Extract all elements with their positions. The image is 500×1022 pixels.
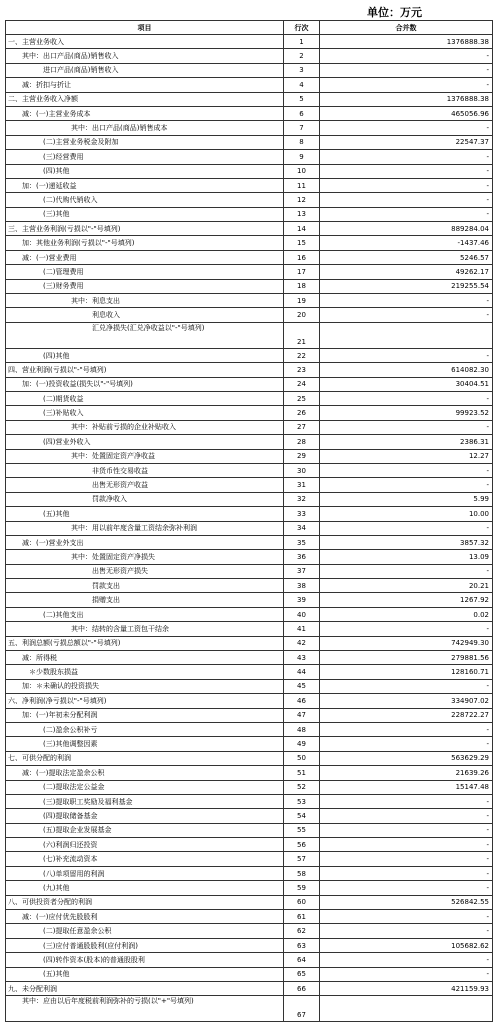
row-seq: 56 (284, 838, 320, 852)
unit-label: 单位：万元 (367, 6, 422, 19)
row-seq: 20 (284, 308, 320, 322)
table-row (6, 737, 493, 751)
row-amount: - (320, 838, 493, 852)
row-item: 减：(一)主营业务成本 (6, 106, 284, 120)
table-row (6, 492, 493, 506)
table-row (6, 823, 493, 837)
row-seq: 66 (284, 982, 320, 996)
row-seq: 58 (284, 866, 320, 880)
row-seq: 15 (284, 236, 320, 250)
table-row (6, 996, 493, 1022)
row-seq: 67 (284, 996, 320, 1022)
table-row (6, 265, 493, 279)
row-item: (四)提取储备基金 (6, 809, 284, 823)
row-amount: 279881.56 (320, 651, 493, 665)
row-item: 其中：应由以后年度税前利润弥补的亏损(以"+"号填列) (6, 996, 284, 1022)
row-item: 九、未分配利润 (6, 982, 284, 996)
row-amount: - (320, 294, 493, 308)
row-amount: 889284.04 (320, 222, 493, 236)
row-seq: 45 (284, 679, 320, 693)
row-item: ＊少数股东损益 (6, 665, 284, 679)
table-row (6, 507, 493, 521)
row-seq: 23 (284, 363, 320, 377)
row-amount: 742949.30 (320, 636, 493, 650)
table-row (6, 852, 493, 866)
row-item: 罚款净收入 (6, 492, 284, 506)
row-seq: 41 (284, 622, 320, 636)
row-seq: 31 (284, 478, 320, 492)
table-row (6, 308, 493, 322)
row-amount: - (320, 63, 493, 77)
row-amount: 219255.54 (320, 279, 493, 293)
row-amount (320, 322, 493, 348)
row-amount: 15147.48 (320, 780, 493, 794)
row-amount: - (320, 78, 493, 92)
row-amount: 22547.37 (320, 135, 493, 149)
table-row (6, 910, 493, 924)
row-amount: - (320, 193, 493, 207)
row-seq: 38 (284, 579, 320, 593)
row-amount: - (320, 49, 493, 63)
header-amount: 合并数 (320, 21, 493, 35)
income-statement-table (5, 20, 493, 1022)
table-header-row (6, 21, 493, 35)
row-item: (三)财务费用 (6, 279, 284, 293)
row-item: (二)期货收益 (6, 391, 284, 405)
row-seq: 11 (284, 178, 320, 192)
row-seq: 49 (284, 737, 320, 751)
row-amount: - (320, 420, 493, 434)
row-item: 罚款支出 (6, 579, 284, 593)
row-item: 加：(一)递延收益 (6, 178, 284, 192)
row-seq: 63 (284, 938, 320, 952)
row-amount: - (320, 679, 493, 693)
table-row (6, 250, 493, 264)
row-item: (二)提取法定公益金 (6, 780, 284, 794)
table-row (6, 593, 493, 607)
row-item: (四)其他 (6, 348, 284, 362)
row-amount: - (320, 722, 493, 736)
row-item: 非货币性交易收益 (6, 463, 284, 477)
row-amount: - (320, 910, 493, 924)
row-seq: 61 (284, 910, 320, 924)
table-row (6, 751, 493, 765)
row-amount: - (320, 953, 493, 967)
table-body (6, 35, 493, 1022)
row-item: (四)其他 (6, 164, 284, 178)
row-item: 加：其他业务利润(亏损以"-"号填列) (6, 236, 284, 250)
row-amount: - (320, 622, 493, 636)
row-item: 八、可供投资者分配的利润 (6, 895, 284, 909)
row-seq: 46 (284, 694, 320, 708)
row-seq: 14 (284, 222, 320, 236)
row-seq: 4 (284, 78, 320, 92)
row-seq: 21 (284, 322, 320, 348)
row-amount: - (320, 150, 493, 164)
table-row (6, 363, 493, 377)
row-amount: 5.99 (320, 492, 493, 506)
row-amount: 1376888.38 (320, 92, 493, 106)
row-amount: 5246.57 (320, 250, 493, 264)
row-amount: 21639.26 (320, 766, 493, 780)
table-row (6, 449, 493, 463)
row-amount: 2386.31 (320, 435, 493, 449)
row-amount: - (320, 967, 493, 981)
row-item: 其中：利息支出 (6, 294, 284, 308)
table-row (6, 607, 493, 621)
row-item: 利息收入 (6, 308, 284, 322)
table-row (6, 982, 493, 996)
table-row (6, 193, 493, 207)
row-item: 七、可供分配的利润 (6, 751, 284, 765)
row-amount: - (320, 823, 493, 837)
row-amount: - (320, 463, 493, 477)
table-row (6, 35, 493, 49)
row-seq: 32 (284, 492, 320, 506)
table-row (6, 679, 493, 693)
row-item: 其中：处置固定资产净损失 (6, 550, 284, 564)
row-seq: 47 (284, 708, 320, 722)
table-row (6, 135, 493, 149)
row-seq: 50 (284, 751, 320, 765)
row-amount: 421159.93 (320, 982, 493, 996)
table-row (6, 207, 493, 221)
row-amount: - (320, 178, 493, 192)
row-seq: 65 (284, 967, 320, 981)
row-seq: 57 (284, 852, 320, 866)
table-row (6, 564, 493, 578)
row-item: 四、营业利润(亏损以"-"号填列) (6, 363, 284, 377)
row-amount: 1376888.38 (320, 35, 493, 49)
row-item: (二)主营业务税金及附加 (6, 135, 284, 149)
row-item: 减：所得税 (6, 651, 284, 665)
table-row (6, 222, 493, 236)
row-seq: 27 (284, 420, 320, 434)
row-amount: 334907.02 (320, 694, 493, 708)
table-row (6, 150, 493, 164)
row-seq: 12 (284, 193, 320, 207)
row-seq: 22 (284, 348, 320, 362)
row-seq: 35 (284, 535, 320, 549)
row-item: 其中：结转的含量工资包干结余 (6, 622, 284, 636)
table-row (6, 722, 493, 736)
row-item: 减：(一)营业费用 (6, 250, 284, 264)
row-item: (二)代购代销收入 (6, 193, 284, 207)
row-item: 其中：处置固定资产净收益 (6, 449, 284, 463)
row-item: (六)利润归还投资 (6, 838, 284, 852)
table-row (6, 953, 493, 967)
row-seq: 37 (284, 564, 320, 578)
row-amount: 563629.29 (320, 751, 493, 765)
row-seq: 6 (284, 106, 320, 120)
row-item: 加：＊未确认的投资损失 (6, 679, 284, 693)
row-seq: 51 (284, 766, 320, 780)
row-item: (三)其他调整因素 (6, 737, 284, 751)
table-row (6, 622, 493, 636)
row-seq: 13 (284, 207, 320, 221)
row-amount: - (320, 164, 493, 178)
row-amount: 228722.27 (320, 708, 493, 722)
row-amount: 10.00 (320, 507, 493, 521)
table-row (6, 279, 493, 293)
row-amount (320, 996, 493, 1022)
row-item: 捐赠支出 (6, 593, 284, 607)
row-amount: - (320, 121, 493, 135)
row-amount: - (320, 521, 493, 535)
table-row (6, 236, 493, 250)
row-item: 加：(一)投资收益(损失以"-"号填列) (6, 377, 284, 391)
table-row (6, 178, 493, 192)
row-seq: 7 (284, 121, 320, 135)
row-amount: 0.02 (320, 607, 493, 621)
row-amount: 20.21 (320, 579, 493, 593)
row-item: 减：(一)提取法定盈余公积 (6, 766, 284, 780)
row-amount: - (320, 564, 493, 578)
row-item: (三)其他 (6, 207, 284, 221)
row-amount: - (320, 348, 493, 362)
row-amount: -1437.46 (320, 236, 493, 250)
row-item: (五)其他 (6, 507, 284, 521)
row-seq: 9 (284, 150, 320, 164)
row-seq: 25 (284, 391, 320, 405)
table-row (6, 406, 493, 420)
row-seq: 53 (284, 794, 320, 808)
row-item: 减：折扣与折让 (6, 78, 284, 92)
row-item: 其中：出口产品(商品)销售成本 (6, 121, 284, 135)
row-seq: 55 (284, 823, 320, 837)
row-amount: 105682.62 (320, 938, 493, 952)
row-seq: 59 (284, 881, 320, 895)
row-seq: 60 (284, 895, 320, 909)
row-amount: - (320, 924, 493, 938)
row-amount: 465056.96 (320, 106, 493, 120)
row-seq: 54 (284, 809, 320, 823)
row-seq: 64 (284, 953, 320, 967)
row-amount: - (320, 737, 493, 751)
row-item: (二)管理费用 (6, 265, 284, 279)
row-item: (四)转作资本(股本)的普通股股利 (6, 953, 284, 967)
row-seq: 10 (284, 164, 320, 178)
row-item: 二、主营业务收入净额 (6, 92, 284, 106)
row-seq: 19 (284, 294, 320, 308)
row-seq: 30 (284, 463, 320, 477)
row-amount: 3857.32 (320, 535, 493, 549)
row-seq: 44 (284, 665, 320, 679)
row-seq: 3 (284, 63, 320, 77)
table-row (6, 924, 493, 938)
table-row (6, 78, 493, 92)
row-seq: 52 (284, 780, 320, 794)
row-amount: - (320, 308, 493, 322)
row-item: (八)单项留用的利润 (6, 866, 284, 880)
row-seq: 2 (284, 49, 320, 63)
row-amount: - (320, 881, 493, 895)
row-item: 其中：用以前年度含量工资结余弥补利润 (6, 521, 284, 535)
row-seq: 26 (284, 406, 320, 420)
row-amount: - (320, 866, 493, 880)
row-item: 出售无形资产损失 (6, 564, 284, 578)
table-row (6, 665, 493, 679)
row-item: 加：(一)年初未分配利润 (6, 708, 284, 722)
row-seq: 34 (284, 521, 320, 535)
table-row (6, 651, 493, 665)
row-amount: - (320, 852, 493, 866)
row-seq: 8 (284, 135, 320, 149)
row-seq: 5 (284, 92, 320, 106)
row-amount: - (320, 207, 493, 221)
table-row (6, 294, 493, 308)
table-row (6, 579, 493, 593)
row-seq: 17 (284, 265, 320, 279)
table-row (6, 121, 493, 135)
row-amount: - (320, 391, 493, 405)
header-item: 项目 (6, 21, 284, 35)
row-amount: 99923.52 (320, 406, 493, 420)
table-row (6, 550, 493, 564)
row-seq: 18 (284, 279, 320, 293)
row-item: 减：(一)应付优先股股利 (6, 910, 284, 924)
row-amount: 128160.71 (320, 665, 493, 679)
table-row (6, 636, 493, 650)
table-row (6, 938, 493, 952)
row-item: (二)提取任意盈余公积 (6, 924, 284, 938)
row-item: 三、主营业务利润(亏损以"-"号填列) (6, 222, 284, 236)
table-row (6, 391, 493, 405)
table-row (6, 420, 493, 434)
table-row (6, 780, 493, 794)
row-seq: 1 (284, 35, 320, 49)
row-amount: 49262.17 (320, 265, 493, 279)
table-row (6, 348, 493, 362)
row-amount: 12.27 (320, 449, 493, 463)
row-seq: 39 (284, 593, 320, 607)
row-amount: - (320, 809, 493, 823)
row-amount: 614082.30 (320, 363, 493, 377)
table-row (6, 809, 493, 823)
row-seq: 48 (284, 722, 320, 736)
table-row (6, 521, 493, 535)
table-row (6, 881, 493, 895)
row-item: (五)提取企业发展基金 (6, 823, 284, 837)
table-row (6, 895, 493, 909)
row-item: (三)补贴收入 (6, 406, 284, 420)
table-row (6, 535, 493, 549)
table-row (6, 435, 493, 449)
row-item: 进口产品(商品)销售收入 (6, 63, 284, 77)
row-amount: - (320, 478, 493, 492)
row-item: (二)盈余公积补亏 (6, 722, 284, 736)
table-row (6, 708, 493, 722)
row-item: 六、净利润(净亏损以"-"号填列) (6, 694, 284, 708)
row-seq: 24 (284, 377, 320, 391)
row-item: 减：(一)营业外支出 (6, 535, 284, 549)
table-row (6, 794, 493, 808)
row-seq: 62 (284, 924, 320, 938)
row-item: (五)其他 (6, 967, 284, 981)
row-seq: 16 (284, 250, 320, 264)
table-row (6, 322, 493, 348)
row-item: 其中：出口产品(商品)销售收入 (6, 49, 284, 63)
row-item: (四)营业外收入 (6, 435, 284, 449)
row-item: (七)补充流动资本 (6, 852, 284, 866)
table-row (6, 866, 493, 880)
table-row (6, 377, 493, 391)
row-amount: - (320, 794, 493, 808)
table-row (6, 63, 493, 77)
row-item: 五、利润总额(亏损总额以"-"号填列) (6, 636, 284, 650)
row-amount: 526842.55 (320, 895, 493, 909)
table-row (6, 478, 493, 492)
row-item: (二)其他支出 (6, 607, 284, 621)
row-item: (九)其他 (6, 881, 284, 895)
table-row (6, 49, 493, 63)
row-item: (三)经营费用 (6, 150, 284, 164)
table-row (6, 838, 493, 852)
table-row (6, 694, 493, 708)
table-row (6, 766, 493, 780)
row-item: 出售无形资产收益 (6, 478, 284, 492)
table-row (6, 463, 493, 477)
header-seq: 行次 (284, 21, 320, 35)
row-seq: 29 (284, 449, 320, 463)
row-item: 一、主营业务收入 (6, 35, 284, 49)
row-amount: 13.09 (320, 550, 493, 564)
row-seq: 33 (284, 507, 320, 521)
table-row (6, 967, 493, 981)
table-row (6, 164, 493, 178)
row-seq: 43 (284, 651, 320, 665)
row-amount: 30404.51 (320, 377, 493, 391)
table-row (6, 106, 493, 120)
row-item: 其中：补贴前亏损的企业补贴收入 (6, 420, 284, 434)
row-seq: 42 (284, 636, 320, 650)
row-seq: 28 (284, 435, 320, 449)
row-item: (三)应付普通股股利(应付利润) (6, 938, 284, 952)
table-row (6, 92, 493, 106)
row-seq: 36 (284, 550, 320, 564)
row-amount: 1267.92 (320, 593, 493, 607)
row-item: (三)提取职工奖励及福利基金 (6, 794, 284, 808)
row-seq: 40 (284, 607, 320, 621)
row-item: 汇兑净损失(汇兑净收益以"-"号填列) (6, 322, 284, 348)
